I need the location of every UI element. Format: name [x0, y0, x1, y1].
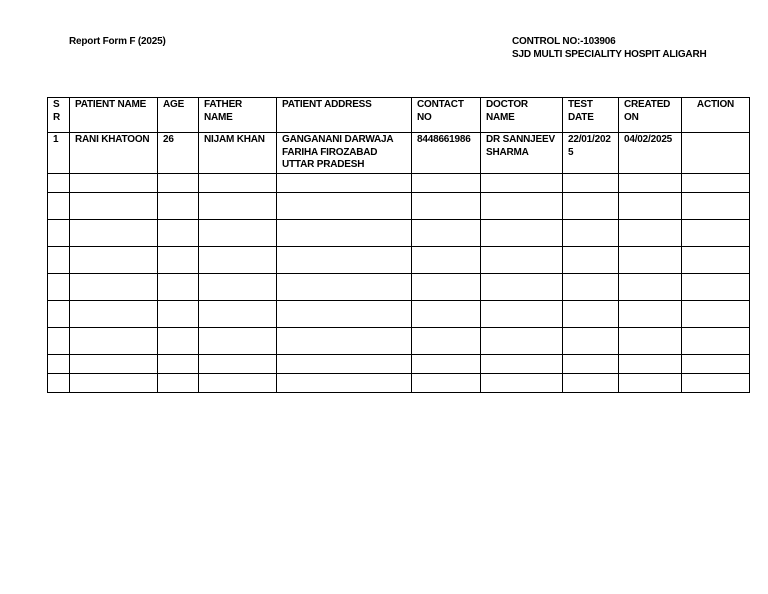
cell-patient-address: GANGANANI DARWAJA FARIHA FIROZABAD UTTAR PRADESH: [277, 133, 412, 174]
empty-cell: [277, 193, 412, 220]
empty-cell: [619, 301, 682, 328]
empty-cell: [158, 247, 199, 274]
empty-cell: [199, 374, 277, 393]
empty-table-row: [48, 193, 750, 220]
cell-action[interactable]: [682, 133, 750, 174]
empty-cell: [619, 355, 682, 374]
empty-cell: [412, 193, 481, 220]
col-header-doctor-name: DOCTOR NAME: [481, 98, 563, 133]
empty-cell: [70, 355, 158, 374]
empty-table-row: [48, 247, 750, 274]
empty-cell: [619, 328, 682, 355]
control-block: [512, 35, 707, 61]
hospital-name: SJD MULTI SPECIALITY HOSPIT ALIGARH: [512, 49, 707, 60]
empty-cell: [682, 374, 750, 393]
empty-cell: [70, 328, 158, 355]
empty-cell: [48, 355, 70, 374]
col-header-patient-address: PATIENT ADDRESS: [277, 98, 412, 133]
col-header-action: ACTION: [682, 98, 750, 133]
empty-cell: [682, 274, 750, 301]
empty-cell: [199, 355, 277, 374]
empty-table-row: [48, 220, 750, 247]
empty-cell: [277, 301, 412, 328]
cell-doctor-name: DR SANNJEEV SHARMA: [481, 133, 563, 174]
empty-cell: [70, 274, 158, 301]
empty-cell: [70, 193, 158, 220]
empty-cell: [277, 174, 412, 193]
empty-cell: [563, 374, 619, 393]
empty-table-row: [48, 374, 750, 393]
table-row: [48, 133, 750, 174]
empty-cell: [619, 193, 682, 220]
empty-cell: [199, 193, 277, 220]
empty-cell: [277, 328, 412, 355]
empty-cell: [563, 247, 619, 274]
empty-cell: [158, 328, 199, 355]
cell-age: 26: [158, 133, 199, 174]
empty-cell: [158, 220, 199, 247]
empty-cell: [70, 247, 158, 274]
empty-cell: [199, 274, 277, 301]
empty-cell: [412, 355, 481, 374]
empty-cell: [48, 174, 70, 193]
empty-cell: [563, 328, 619, 355]
empty-cell: [682, 355, 750, 374]
empty-cell: [70, 374, 158, 393]
empty-cell: [412, 174, 481, 193]
empty-cell: [70, 174, 158, 193]
empty-table-row: [48, 274, 750, 301]
empty-cell: [563, 193, 619, 220]
empty-table-row: [48, 301, 750, 328]
cell-test-date: 22/01/2025: [563, 133, 619, 174]
empty-cell: [158, 301, 199, 328]
empty-cell: [481, 355, 563, 374]
empty-cell: [158, 274, 199, 301]
empty-cell: [412, 247, 481, 274]
empty-cell: [619, 374, 682, 393]
empty-cell: [199, 301, 277, 328]
col-header-father-name: FATHER NAME: [199, 98, 277, 133]
empty-table-row: [48, 355, 750, 374]
empty-cell: [158, 374, 199, 393]
empty-cell: [481, 328, 563, 355]
empty-cell: [277, 220, 412, 247]
empty-cell: [412, 301, 481, 328]
empty-cell: [619, 174, 682, 193]
col-header-contact-no: CONTACT NO: [412, 98, 481, 133]
empty-cell: [412, 328, 481, 355]
empty-cell: [158, 174, 199, 193]
empty-cell: [481, 301, 563, 328]
cell-father-name: NIJAM KHAN: [199, 133, 277, 174]
empty-table-row: [48, 328, 750, 355]
cell-sr: 1: [48, 133, 70, 174]
empty-cell: [563, 301, 619, 328]
cell-patient-name: RANI KHATOON: [70, 133, 158, 174]
empty-cell: [158, 193, 199, 220]
empty-cell: [481, 274, 563, 301]
empty-cell: [682, 247, 750, 274]
empty-cell: [412, 374, 481, 393]
empty-cell: [48, 220, 70, 247]
empty-cell: [682, 220, 750, 247]
empty-cell: [277, 247, 412, 274]
empty-cell: [48, 374, 70, 393]
col-header-test-date: TEST DATE: [563, 98, 619, 133]
cell-contact-no: 8448661986: [412, 133, 481, 174]
empty-cell: [70, 301, 158, 328]
empty-cell: [481, 374, 563, 393]
empty-cell: [48, 274, 70, 301]
empty-cell: [481, 220, 563, 247]
empty-cell: [563, 174, 619, 193]
form-title: Report Form F (2025): [69, 36, 166, 47]
empty-cell: [199, 174, 277, 193]
empty-cell: [412, 274, 481, 301]
report-table: [47, 97, 750, 393]
empty-cell: [48, 247, 70, 274]
empty-cell: [481, 247, 563, 274]
empty-cell: [563, 220, 619, 247]
empty-cell: [158, 355, 199, 374]
empty-cell: [619, 274, 682, 301]
empty-cell: [48, 301, 70, 328]
empty-cell: [199, 220, 277, 247]
empty-cell: [277, 355, 412, 374]
empty-table-row: [48, 174, 750, 193]
empty-cell: [619, 220, 682, 247]
empty-cell: [48, 328, 70, 355]
empty-cell: [199, 247, 277, 274]
empty-cell: [682, 193, 750, 220]
empty-cell: [277, 274, 412, 301]
empty-cell: [481, 174, 563, 193]
col-header-created-on: CREATED ON: [619, 98, 682, 133]
empty-cell: [70, 220, 158, 247]
empty-cell: [682, 328, 750, 355]
empty-cell: [199, 328, 277, 355]
empty-cell: [481, 193, 563, 220]
empty-cell: [563, 355, 619, 374]
empty-cell: [682, 174, 750, 193]
col-header-patient-name: PATIENT NAME: [70, 98, 158, 133]
empty-cell: [412, 220, 481, 247]
empty-cell: [563, 274, 619, 301]
col-header-age: AGE: [158, 98, 199, 133]
empty-cell: [48, 193, 70, 220]
cell-created-on: 04/02/2025: [619, 133, 682, 174]
col-header-sr: SR: [48, 98, 70, 133]
empty-cell: [619, 247, 682, 274]
table-header-row: [48, 98, 750, 133]
empty-cell: [682, 301, 750, 328]
control-number: CONTROL NO:-103906: [512, 36, 616, 47]
empty-cell: [277, 374, 412, 393]
